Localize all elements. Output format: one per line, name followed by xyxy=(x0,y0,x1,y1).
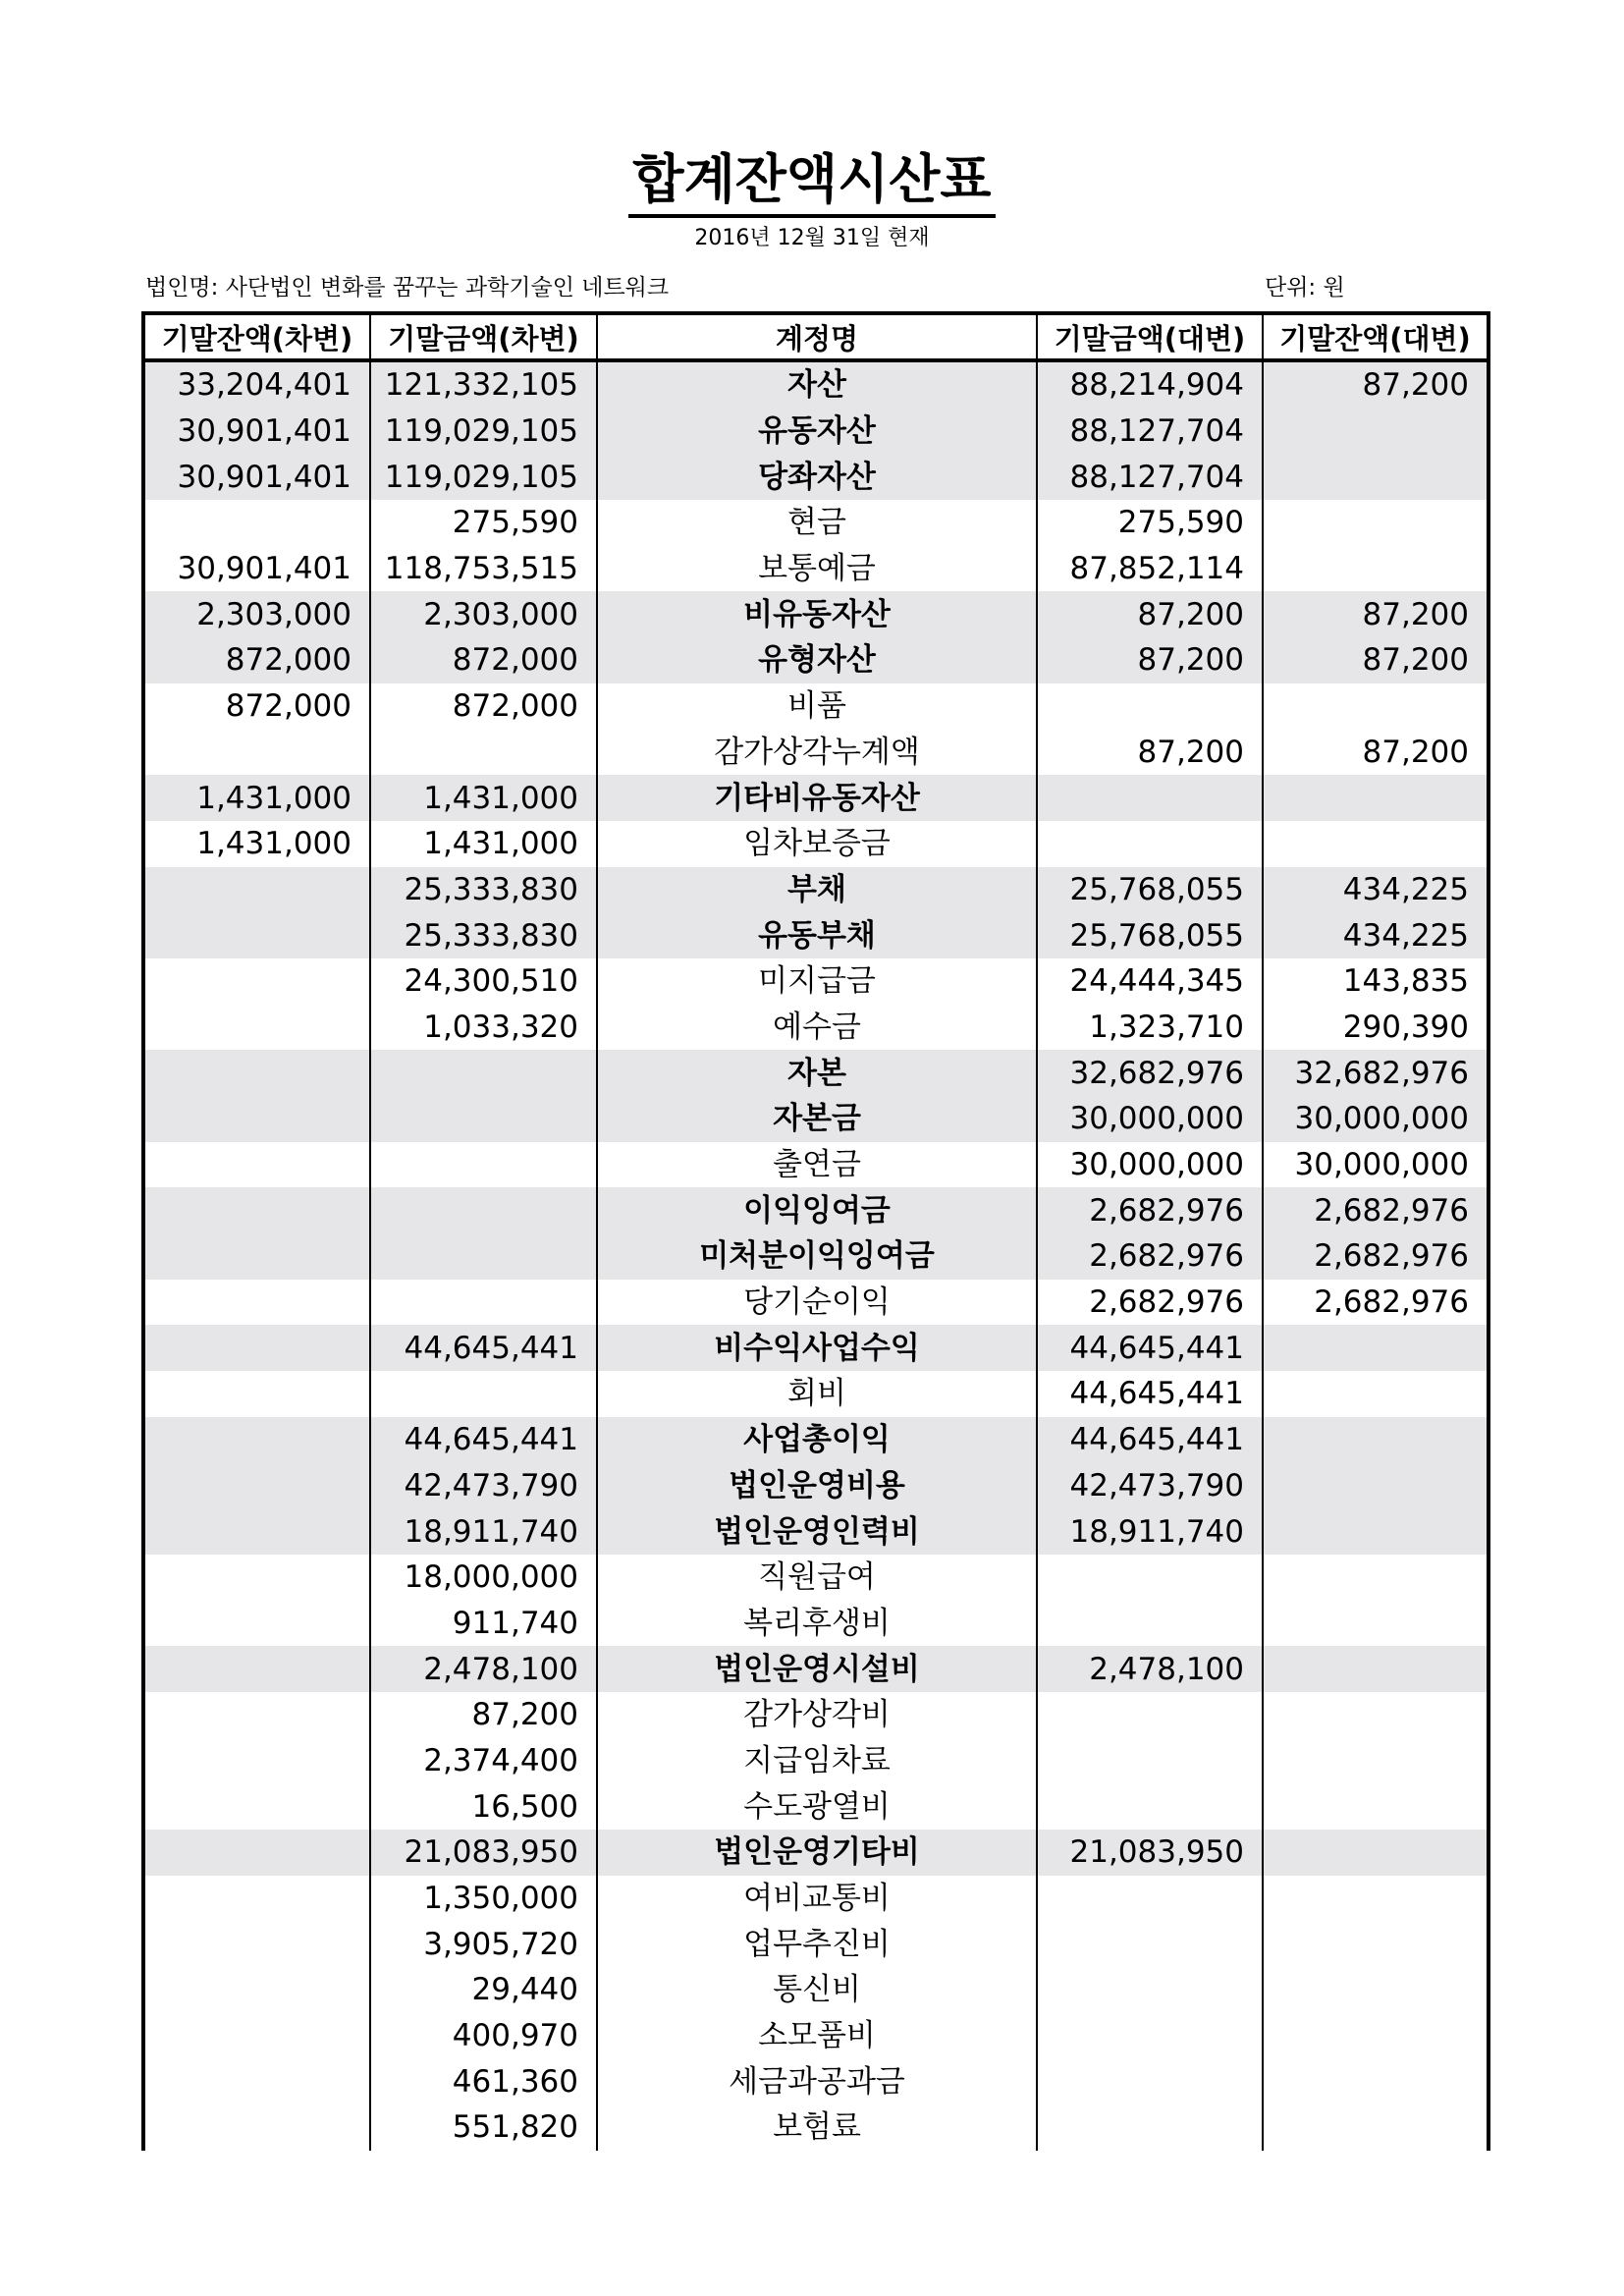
credit-balance-cell: 2,682,976 xyxy=(1263,1187,1489,1233)
account-name-cell: 예수금 xyxy=(597,1005,1037,1051)
credit-amount-cell xyxy=(1037,1692,1263,1738)
account-name-cell: 지급임차료 xyxy=(597,1738,1037,1784)
credit-balance-cell: 87,200 xyxy=(1263,360,1489,409)
credit-amount-cell: 87,200 xyxy=(1037,730,1263,776)
table-row xyxy=(143,2013,1489,2059)
table-row xyxy=(143,1646,1489,1692)
credit-amount-cell: 2,682,976 xyxy=(1037,1233,1263,1280)
debit-amount-cell: 24,300,510 xyxy=(370,958,597,1005)
credit-amount-cell: 30,000,000 xyxy=(1037,1096,1263,1142)
table-row xyxy=(143,1921,1489,1967)
debit-amount-cell xyxy=(370,730,597,776)
credit-balance-cell: 87,200 xyxy=(1263,591,1489,637)
debit-amount-cell xyxy=(370,1233,597,1280)
account-name-cell: 비품 xyxy=(597,683,1037,730)
debit-amount-cell: 3,905,720 xyxy=(370,1921,597,1967)
credit-balance-cell xyxy=(1263,1325,1489,1371)
debit-balance-cell xyxy=(143,1417,370,1463)
account-name-cell: 당좌자산 xyxy=(597,454,1037,500)
table-row xyxy=(143,683,1489,730)
credit-amount-cell: 87,200 xyxy=(1037,637,1263,683)
debit-balance-cell xyxy=(143,1050,370,1096)
account-name-cell: 미지급금 xyxy=(597,958,1037,1005)
credit-balance-cell: 290,390 xyxy=(1263,1005,1489,1051)
debit-balance-cell xyxy=(143,2013,370,2059)
table-row xyxy=(143,912,1489,958)
header-debit-balance: 기말잔액(차변) xyxy=(143,313,370,360)
account-name-cell: 자산 xyxy=(597,360,1037,409)
debit-amount-cell: 872,000 xyxy=(370,637,597,683)
credit-balance-cell xyxy=(1263,2105,1489,2151)
debit-amount-cell: 25,333,830 xyxy=(370,867,597,913)
account-name-cell: 비유동자산 xyxy=(597,591,1037,637)
credit-amount-cell xyxy=(1037,2058,1263,2105)
table-body xyxy=(143,360,1489,2151)
table-row xyxy=(143,1005,1489,1051)
debit-balance-cell xyxy=(143,1921,370,1967)
account-name-cell: 법인운영비용 xyxy=(597,1463,1037,1509)
table-row xyxy=(143,1371,1489,1417)
debit-amount-cell: 87,200 xyxy=(370,1692,597,1738)
credit-balance-cell xyxy=(1263,1555,1489,1601)
table-row xyxy=(143,1830,1489,1876)
credit-balance-cell xyxy=(1263,1371,1489,1417)
debit-balance-cell xyxy=(143,1783,370,1830)
page-title xyxy=(0,147,1624,218)
table-row xyxy=(143,1876,1489,1922)
debit-amount-cell: 2,478,100 xyxy=(370,1646,597,1692)
debit-amount-cell: 1,033,320 xyxy=(370,1005,597,1051)
account-name-cell: 비수익사업수익 xyxy=(597,1325,1037,1371)
table-header-row xyxy=(143,313,1489,360)
credit-amount-cell: 24,444,345 xyxy=(1037,958,1263,1005)
table-row xyxy=(143,500,1489,546)
credit-balance-cell xyxy=(1263,683,1489,730)
account-name-cell: 현금 xyxy=(597,500,1037,546)
credit-balance-cell xyxy=(1263,2013,1489,2059)
credit-balance-cell: 434,225 xyxy=(1263,867,1489,913)
table-row xyxy=(143,409,1489,455)
credit-balance-cell xyxy=(1263,1967,1489,2013)
debit-balance-cell xyxy=(143,958,370,1005)
debit-balance-cell xyxy=(143,1280,370,1326)
table-row xyxy=(143,1142,1489,1188)
table-row xyxy=(143,867,1489,913)
credit-balance-cell: 32,682,976 xyxy=(1263,1050,1489,1096)
debit-balance-cell xyxy=(143,2105,370,2151)
debit-amount-cell: 25,333,830 xyxy=(370,912,597,958)
credit-amount-cell: 44,645,441 xyxy=(1037,1325,1263,1371)
credit-balance-cell xyxy=(1263,1921,1489,1967)
debit-balance-cell xyxy=(143,1233,370,1280)
account-name-cell: 자본 xyxy=(597,1050,1037,1096)
currency-unit: 단위: 원 xyxy=(1265,275,1345,301)
credit-balance-cell xyxy=(1263,2058,1489,2105)
debit-balance-cell xyxy=(143,1967,370,2013)
credit-balance-cell: 434,225 xyxy=(1263,912,1489,958)
credit-amount-cell: 2,682,976 xyxy=(1037,1280,1263,1326)
table-row xyxy=(143,1325,1489,1371)
debit-amount-cell: 911,740 xyxy=(370,1601,597,1647)
credit-amount-cell: 25,768,055 xyxy=(1037,912,1263,958)
debit-amount-cell: 18,000,000 xyxy=(370,1555,597,1601)
credit-balance-cell xyxy=(1263,1738,1489,1784)
account-name-cell: 보험료 xyxy=(597,2105,1037,2151)
debit-balance-cell xyxy=(143,1463,370,1509)
credit-balance-cell: 30,000,000 xyxy=(1263,1096,1489,1142)
credit-amount-cell: 21,083,950 xyxy=(1037,1830,1263,1876)
debit-amount-cell xyxy=(370,1371,597,1417)
debit-amount-cell: 872,000 xyxy=(370,683,597,730)
debit-balance-cell: 1,431,000 xyxy=(143,821,370,867)
table-row xyxy=(143,1050,1489,1096)
report-date: 2016년 12월 31일 현재 xyxy=(694,226,930,250)
debit-amount-cell: 18,911,740 xyxy=(370,1508,597,1555)
table-row xyxy=(143,1508,1489,1555)
account-name-cell: 법인운영기타비 xyxy=(597,1830,1037,1876)
credit-amount-cell: 44,645,441 xyxy=(1037,1371,1263,1417)
account-name-cell: 기타비유동자산 xyxy=(597,775,1037,821)
table-row xyxy=(143,1601,1489,1647)
credit-amount-cell xyxy=(1037,1876,1263,1922)
account-name-cell: 임차보증금 xyxy=(597,821,1037,867)
credit-amount-cell xyxy=(1037,2013,1263,2059)
corporation-name: 법인명: 사단법인 변화를 꿈꾸는 과학기술인 네트워크 xyxy=(145,275,670,301)
debit-balance-cell xyxy=(143,1371,370,1417)
credit-amount-cell: 44,645,441 xyxy=(1037,1417,1263,1463)
credit-balance-cell xyxy=(1263,1830,1489,1876)
credit-amount-cell xyxy=(1037,1783,1263,1830)
table-row xyxy=(143,1187,1489,1233)
debit-balance-cell xyxy=(143,1508,370,1555)
credit-amount-cell xyxy=(1037,1967,1263,2013)
credit-amount-cell: 25,768,055 xyxy=(1037,867,1263,913)
debit-amount-cell xyxy=(370,1187,597,1233)
table-row xyxy=(143,360,1489,409)
table-row xyxy=(143,1783,1489,1830)
debit-balance-cell: 33,204,401 xyxy=(143,360,370,409)
debit-balance-cell xyxy=(143,730,370,776)
debit-amount-cell: 118,753,515 xyxy=(370,546,597,592)
debit-amount-cell: 119,029,105 xyxy=(370,409,597,455)
credit-balance-cell: 143,835 xyxy=(1263,958,1489,1005)
account-name-cell: 부채 xyxy=(597,867,1037,913)
debit-balance-cell xyxy=(143,1187,370,1233)
table-row xyxy=(143,1096,1489,1142)
debit-amount-cell xyxy=(370,1280,597,1326)
table-row xyxy=(143,1417,1489,1463)
credit-balance-cell: 2,682,976 xyxy=(1263,1233,1489,1280)
account-name-cell: 미처분이익잉여금 xyxy=(597,1233,1037,1280)
credit-amount-cell: 2,478,100 xyxy=(1037,1646,1263,1692)
debit-amount-cell: 275,590 xyxy=(370,500,597,546)
table-row xyxy=(143,775,1489,821)
debit-amount-cell: 44,645,441 xyxy=(370,1417,597,1463)
debit-balance-cell xyxy=(143,1005,370,1051)
account-name-cell: 직원급여 xyxy=(597,1555,1037,1601)
credit-amount-cell: 32,682,976 xyxy=(1037,1050,1263,1096)
debit-balance-cell: 872,000 xyxy=(143,683,370,730)
credit-amount-cell xyxy=(1037,1601,1263,1647)
credit-amount-cell: 88,127,704 xyxy=(1037,409,1263,455)
credit-balance-cell xyxy=(1263,1508,1489,1555)
credit-amount-cell xyxy=(1037,775,1263,821)
debit-balance-cell: 1,431,000 xyxy=(143,775,370,821)
credit-amount-cell: 1,323,710 xyxy=(1037,1005,1263,1051)
debit-balance-cell: 30,901,401 xyxy=(143,546,370,592)
header-credit-amount: 기말금액(대변) xyxy=(1037,313,1263,360)
credit-amount-cell: 275,590 xyxy=(1037,500,1263,546)
table-row xyxy=(143,730,1489,776)
table-row xyxy=(143,1555,1489,1601)
account-name-cell: 여비교통비 xyxy=(597,1876,1037,1922)
table-row xyxy=(143,1233,1489,1280)
account-name-cell: 감가상각비 xyxy=(597,1692,1037,1738)
credit-balance-cell xyxy=(1263,1463,1489,1509)
account-name-cell: 법인운영시설비 xyxy=(597,1646,1037,1692)
account-name-cell: 유동자산 xyxy=(597,409,1037,455)
table-row xyxy=(143,1967,1489,2013)
debit-amount-cell: 21,083,950 xyxy=(370,1830,597,1876)
credit-amount-cell: 88,127,704 xyxy=(1037,454,1263,500)
debit-balance-cell xyxy=(143,500,370,546)
credit-balance-cell xyxy=(1263,1417,1489,1463)
credit-amount-cell xyxy=(1037,1921,1263,1967)
account-name-cell: 소모품비 xyxy=(597,2013,1037,2059)
debit-amount-cell xyxy=(370,1050,597,1096)
account-name-cell: 통신비 xyxy=(597,1967,1037,2013)
credit-balance-cell xyxy=(1263,821,1489,867)
credit-amount-cell: 87,852,114 xyxy=(1037,546,1263,592)
debit-balance-cell xyxy=(143,1601,370,1647)
account-name-cell: 보통예금 xyxy=(597,546,1037,592)
credit-balance-cell xyxy=(1263,1876,1489,1922)
debit-amount-cell: 29,440 xyxy=(370,1967,597,2013)
debit-balance-cell xyxy=(143,1096,370,1142)
credit-amount-cell: 30,000,000 xyxy=(1037,1142,1263,1188)
debit-amount-cell: 119,029,105 xyxy=(370,454,597,500)
debit-balance-cell xyxy=(143,1646,370,1692)
credit-balance-cell xyxy=(1263,775,1489,821)
account-name-cell: 유형자산 xyxy=(597,637,1037,683)
page-title-text: 합계잔액시산표 xyxy=(628,147,995,218)
debit-amount-cell: 42,473,790 xyxy=(370,1463,597,1509)
credit-balance-cell xyxy=(1263,1783,1489,1830)
table-row xyxy=(143,2105,1489,2151)
debit-amount-cell xyxy=(370,1142,597,1188)
credit-amount-cell: 2,682,976 xyxy=(1037,1187,1263,1233)
credit-balance-cell: 30,000,000 xyxy=(1263,1142,1489,1188)
credit-amount-cell: 18,911,740 xyxy=(1037,1508,1263,1555)
credit-balance-cell xyxy=(1263,546,1489,592)
credit-amount-cell: 88,214,904 xyxy=(1037,360,1263,409)
debit-amount-cell: 1,431,000 xyxy=(370,821,597,867)
debit-balance-cell: 2,303,000 xyxy=(143,591,370,637)
debit-amount-cell: 2,374,400 xyxy=(370,1738,597,1784)
table-row xyxy=(143,1692,1489,1738)
credit-amount-cell: 87,200 xyxy=(1037,591,1263,637)
debit-amount-cell: 400,970 xyxy=(370,2013,597,2059)
debit-balance-cell xyxy=(143,1692,370,1738)
debit-amount-cell: 1,431,000 xyxy=(370,775,597,821)
account-name-cell: 회비 xyxy=(597,1371,1037,1417)
debit-amount-cell: 16,500 xyxy=(370,1783,597,1830)
debit-balance-cell xyxy=(143,912,370,958)
debit-amount-cell xyxy=(370,1096,597,1142)
header-account-name: 계정명 xyxy=(597,313,1037,360)
debit-balance-cell xyxy=(143,1738,370,1784)
debit-amount-cell: 1,350,000 xyxy=(370,1876,597,1922)
table-row xyxy=(143,1280,1489,1326)
credit-amount-cell: 42,473,790 xyxy=(1037,1463,1263,1509)
credit-amount-cell xyxy=(1037,2105,1263,2151)
table-row xyxy=(143,2058,1489,2105)
credit-balance-cell: 2,682,976 xyxy=(1263,1280,1489,1326)
credit-balance-cell xyxy=(1263,454,1489,500)
credit-balance-cell xyxy=(1263,500,1489,546)
debit-balance-cell xyxy=(143,2058,370,2105)
account-name-cell: 당기순이익 xyxy=(597,1280,1037,1326)
credit-amount-cell xyxy=(1037,683,1263,730)
credit-balance-cell xyxy=(1263,1646,1489,1692)
account-name-cell: 유동부채 xyxy=(597,912,1037,958)
credit-balance-cell xyxy=(1263,409,1489,455)
account-name-cell: 업무추진비 xyxy=(597,1921,1037,1967)
table-row xyxy=(143,546,1489,592)
account-name-cell: 사업총이익 xyxy=(597,1417,1037,1463)
debit-balance-cell xyxy=(143,1876,370,1922)
credit-amount-cell xyxy=(1037,821,1263,867)
credit-balance-cell xyxy=(1263,1601,1489,1647)
debit-balance-cell: 30,901,401 xyxy=(143,409,370,455)
debit-balance-cell xyxy=(143,1555,370,1601)
table-row xyxy=(143,1738,1489,1784)
debit-balance-cell xyxy=(143,1830,370,1876)
account-name-cell: 감가상각누계액 xyxy=(597,730,1037,776)
account-name-cell: 수도광열비 xyxy=(597,1783,1037,1830)
table-row xyxy=(143,637,1489,683)
debit-balance-cell xyxy=(143,1142,370,1188)
debit-amount-cell: 551,820 xyxy=(370,2105,597,2151)
debit-amount-cell: 121,332,105 xyxy=(370,360,597,409)
debit-balance-cell: 30,901,401 xyxy=(143,454,370,500)
debit-balance-cell xyxy=(143,867,370,913)
debit-amount-cell: 44,645,441 xyxy=(370,1325,597,1371)
credit-amount-cell xyxy=(1037,1555,1263,1601)
account-name-cell: 법인운영인력비 xyxy=(597,1508,1037,1555)
header-debit-amount: 기말금액(차변) xyxy=(370,313,597,360)
table-row xyxy=(143,454,1489,500)
account-name-cell: 세금과공과금 xyxy=(597,2058,1037,2105)
table-row xyxy=(143,821,1489,867)
debit-balance-cell xyxy=(143,1325,370,1371)
account-name-cell: 이익잉여금 xyxy=(597,1187,1037,1233)
table-row xyxy=(143,958,1489,1005)
trial-balance-table xyxy=(141,311,1490,2151)
credit-balance-cell: 87,200 xyxy=(1263,730,1489,776)
table-row xyxy=(143,591,1489,637)
debit-balance-cell: 872,000 xyxy=(143,637,370,683)
table-row xyxy=(143,1463,1489,1509)
debit-amount-cell: 461,360 xyxy=(370,2058,597,2105)
header-credit-balance: 기말잔액(대변) xyxy=(1263,313,1489,360)
credit-balance-cell xyxy=(1263,1692,1489,1738)
debit-amount-cell: 2,303,000 xyxy=(370,591,597,637)
account-name-cell: 자본금 xyxy=(597,1096,1037,1142)
credit-balance-cell: 87,200 xyxy=(1263,637,1489,683)
account-name-cell: 복리후생비 xyxy=(597,1601,1037,1647)
credit-amount-cell xyxy=(1037,1738,1263,1784)
account-name-cell: 출연금 xyxy=(597,1142,1037,1188)
